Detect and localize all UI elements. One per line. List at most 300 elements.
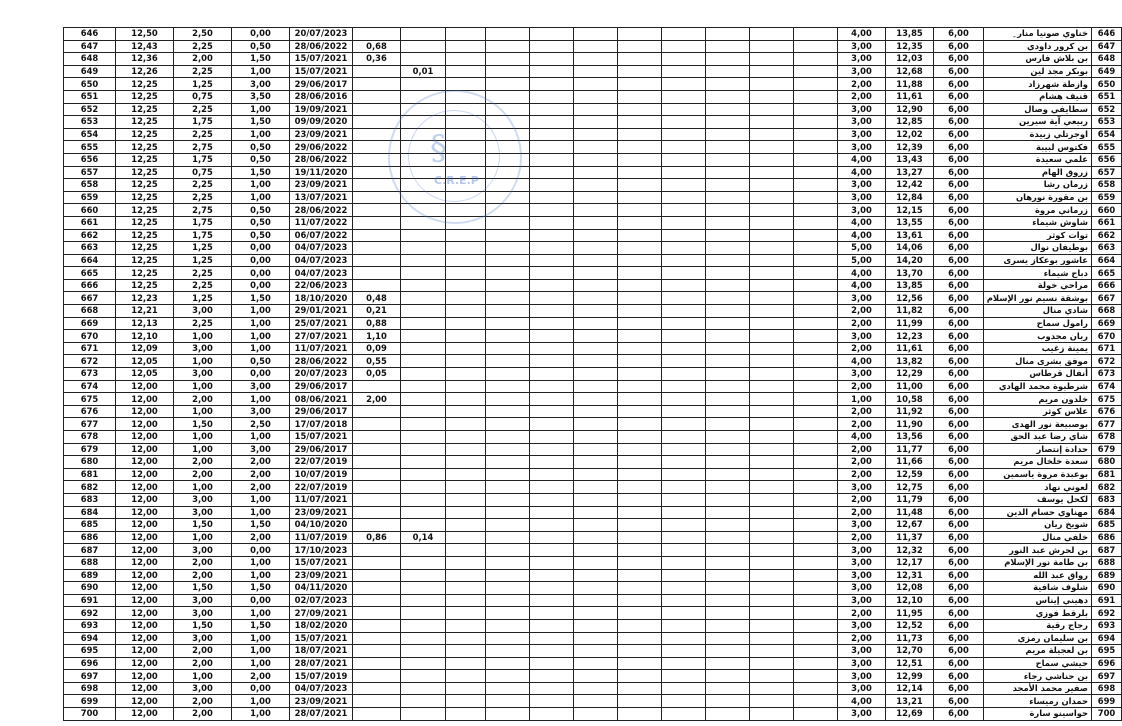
cell-name: شويخ ريان bbox=[984, 519, 1092, 532]
cell-b: 3,00 bbox=[174, 544, 232, 557]
cell-n: 648 bbox=[64, 53, 116, 66]
cell-e: 2,00 bbox=[353, 393, 401, 406]
cell-f bbox=[401, 393, 446, 406]
cell-empty bbox=[574, 166, 618, 179]
cell-n: 685 bbox=[64, 519, 116, 532]
cell-empty bbox=[750, 242, 794, 255]
cell-empty bbox=[706, 695, 750, 708]
cell-empty bbox=[618, 179, 662, 192]
cell-e: 0,86 bbox=[353, 531, 401, 544]
cell-empty bbox=[530, 569, 574, 582]
cell-f bbox=[401, 619, 446, 632]
cell-empty bbox=[574, 40, 618, 53]
cell-d: 28/07/2021 bbox=[290, 708, 353, 721]
cell-n: 674 bbox=[64, 380, 116, 393]
cell-d: 09/09/2020 bbox=[290, 116, 353, 129]
cell-h: 12,14 bbox=[886, 682, 934, 695]
cell-a: 12,00 bbox=[116, 670, 174, 683]
cell-empty bbox=[530, 279, 574, 292]
cell-empty bbox=[662, 229, 706, 242]
cell-empty bbox=[618, 65, 662, 78]
cell-empty bbox=[750, 166, 794, 179]
cell-name: علمي سعيدة bbox=[984, 153, 1092, 166]
cell-h: 12,69 bbox=[886, 708, 934, 721]
cell-name: حمدان رميساء bbox=[984, 695, 1092, 708]
cell-empty bbox=[446, 418, 486, 431]
cell-empty bbox=[618, 229, 662, 242]
cell-empty bbox=[662, 556, 706, 569]
cell-e bbox=[353, 204, 401, 217]
cell-c: 1,00 bbox=[232, 632, 290, 645]
cell-empty bbox=[662, 279, 706, 292]
cell-b: 1,25 bbox=[174, 242, 232, 255]
cell-b: 2,00 bbox=[174, 468, 232, 481]
cell-empty bbox=[618, 267, 662, 280]
cell-empty bbox=[574, 90, 618, 103]
cell-empty bbox=[618, 468, 662, 481]
cell-empty bbox=[750, 254, 794, 267]
cell-empty bbox=[530, 78, 574, 91]
cell-empty bbox=[486, 393, 530, 406]
cell-h: 12,35 bbox=[886, 40, 934, 53]
cell-empty bbox=[446, 40, 486, 53]
cell-empty bbox=[530, 342, 574, 355]
cell-empty bbox=[706, 153, 750, 166]
cell-empty bbox=[530, 153, 574, 166]
cell-d: 19/09/2021 bbox=[290, 103, 353, 116]
cell-a: 12,00 bbox=[116, 431, 174, 444]
cell-g: 2,00 bbox=[838, 418, 886, 431]
cell-empty bbox=[662, 128, 706, 141]
cell-empty bbox=[446, 493, 486, 506]
cell-empty bbox=[706, 619, 750, 632]
cell-empty bbox=[662, 418, 706, 431]
cell-h: 13,61 bbox=[886, 229, 934, 242]
cell-empty bbox=[662, 468, 706, 481]
cell-f bbox=[401, 229, 446, 242]
cell-name: رجاج رقية bbox=[984, 619, 1092, 632]
cell-empty bbox=[662, 191, 706, 204]
cell-empty bbox=[618, 116, 662, 129]
cell-c: 1,00 bbox=[232, 317, 290, 330]
cell-e bbox=[353, 493, 401, 506]
cell-d: 19/11/2020 bbox=[290, 166, 353, 179]
cell-empty bbox=[750, 682, 794, 695]
cell-empty bbox=[618, 380, 662, 393]
cell-empty bbox=[618, 166, 662, 179]
cell-empty bbox=[794, 682, 838, 695]
cell-f bbox=[401, 431, 446, 444]
cell-empty bbox=[794, 569, 838, 582]
cell-h: 11,61 bbox=[886, 90, 934, 103]
cell-empty bbox=[794, 493, 838, 506]
cell-empty bbox=[706, 90, 750, 103]
cell-empty bbox=[662, 242, 706, 255]
table-row bbox=[64, 594, 1122, 607]
cell-empty bbox=[574, 216, 618, 229]
cell-c: 2,50 bbox=[232, 418, 290, 431]
cell-empty bbox=[662, 292, 706, 305]
cell-c: 0,00 bbox=[232, 594, 290, 607]
cell-h: 11,37 bbox=[886, 531, 934, 544]
cell-n: 663 bbox=[64, 242, 116, 255]
cell-h: 11,66 bbox=[886, 456, 934, 469]
cell-d: 29/06/2017 bbox=[290, 78, 353, 91]
cell-empty bbox=[618, 191, 662, 204]
cell-g: 3,00 bbox=[838, 179, 886, 192]
cell-n2: 675 bbox=[1092, 393, 1122, 406]
cell-empty bbox=[618, 355, 662, 368]
cell-f bbox=[401, 28, 446, 41]
cell-h: 11,90 bbox=[886, 418, 934, 431]
cell-e bbox=[353, 468, 401, 481]
cell-n: 654 bbox=[64, 128, 116, 141]
cell-e bbox=[353, 556, 401, 569]
cell-f bbox=[401, 657, 446, 670]
cell-c: 1,00 bbox=[232, 708, 290, 721]
cell-n: 675 bbox=[64, 393, 116, 406]
cell-n2: 691 bbox=[1092, 594, 1122, 607]
cell-n2: 654 bbox=[1092, 128, 1122, 141]
cell-empty bbox=[530, 607, 574, 620]
cell-empty bbox=[662, 53, 706, 66]
cell-b: 3,00 bbox=[174, 607, 232, 620]
cell-empty bbox=[446, 28, 486, 41]
cell-empty bbox=[618, 204, 662, 217]
cell-empty bbox=[446, 531, 486, 544]
cell-a: 12,00 bbox=[116, 519, 174, 532]
cell-e bbox=[353, 569, 401, 582]
cell-n: 668 bbox=[64, 305, 116, 318]
cell-name: قنيف هشام bbox=[984, 90, 1092, 103]
cell-n2: 677 bbox=[1092, 418, 1122, 431]
cell-name: لكحل يوسف bbox=[984, 493, 1092, 506]
table-row bbox=[64, 330, 1122, 343]
cell-empty bbox=[794, 242, 838, 255]
cell-h: 12,84 bbox=[886, 191, 934, 204]
cell-n2: 698 bbox=[1092, 682, 1122, 695]
cell-a: 12,00 bbox=[116, 405, 174, 418]
cell-name: زرماني مروة bbox=[984, 204, 1092, 217]
cell-e bbox=[353, 695, 401, 708]
cell-empty bbox=[486, 368, 530, 381]
cell-g: 3,00 bbox=[838, 141, 886, 154]
cell-n2: 655 bbox=[1092, 141, 1122, 154]
cell-n: 652 bbox=[64, 103, 116, 116]
cell-h: 12,56 bbox=[886, 292, 934, 305]
cell-c: 1,50 bbox=[232, 292, 290, 305]
cell-c: 0,00 bbox=[232, 544, 290, 557]
cell-empty bbox=[706, 443, 750, 456]
cell-empty bbox=[574, 28, 618, 41]
cell-g: 2,00 bbox=[838, 632, 886, 645]
cell-c: 1,00 bbox=[232, 506, 290, 519]
cell-empty bbox=[574, 594, 618, 607]
cell-empty bbox=[446, 645, 486, 658]
cell-n: 678 bbox=[64, 431, 116, 444]
stamp-inner-ring bbox=[408, 110, 500, 202]
cell-d: 15/07/2021 bbox=[290, 632, 353, 645]
cell-empty bbox=[574, 607, 618, 620]
stamp-text: C.R.E.P bbox=[434, 174, 479, 187]
cell-empty bbox=[706, 481, 750, 494]
cell-empty bbox=[530, 179, 574, 192]
cell-b: 3,00 bbox=[174, 632, 232, 645]
cell-name: بوبكر مجد لين bbox=[984, 65, 1092, 78]
cell-empty bbox=[794, 40, 838, 53]
cell-b: 2,25 bbox=[174, 317, 232, 330]
cell-empty bbox=[618, 619, 662, 632]
cell-h: 13,85 bbox=[886, 28, 934, 41]
cell-h: 11,88 bbox=[886, 78, 934, 91]
cell-h: 12,59 bbox=[886, 468, 934, 481]
cell-empty bbox=[486, 519, 530, 532]
cell-c: 0,50 bbox=[232, 153, 290, 166]
table-row bbox=[64, 418, 1122, 431]
table-row bbox=[64, 531, 1122, 544]
cell-empty bbox=[794, 619, 838, 632]
cell-empty bbox=[486, 342, 530, 355]
cell-e bbox=[353, 242, 401, 255]
cell-h: 12,51 bbox=[886, 657, 934, 670]
cell-empty bbox=[618, 405, 662, 418]
cell-empty bbox=[446, 443, 486, 456]
cell-empty bbox=[794, 65, 838, 78]
cell-d: 22/06/2023 bbox=[290, 279, 353, 292]
cell-g: 4,00 bbox=[838, 431, 886, 444]
cell-empty bbox=[486, 481, 530, 494]
cell-empty bbox=[750, 481, 794, 494]
cell-a: 12,00 bbox=[116, 393, 174, 406]
cell-empty bbox=[574, 456, 618, 469]
cell-empty bbox=[446, 380, 486, 393]
cell-empty bbox=[750, 431, 794, 444]
cell-empty bbox=[530, 670, 574, 683]
cell-empty bbox=[662, 456, 706, 469]
cell-b: 1,00 bbox=[174, 380, 232, 393]
cell-empty bbox=[706, 708, 750, 721]
cell-a: 12,25 bbox=[116, 242, 174, 255]
cell-empty bbox=[706, 594, 750, 607]
cell-empty bbox=[486, 267, 530, 280]
cell-e bbox=[353, 279, 401, 292]
cell-i: 6,00 bbox=[934, 305, 984, 318]
cell-empty bbox=[706, 519, 750, 532]
cell-empty bbox=[530, 556, 574, 569]
cell-b: 2,00 bbox=[174, 393, 232, 406]
cell-h: 13,43 bbox=[886, 153, 934, 166]
cell-a: 12,00 bbox=[116, 594, 174, 607]
cell-h: 11,61 bbox=[886, 342, 934, 355]
cell-empty bbox=[530, 330, 574, 343]
cell-f bbox=[401, 267, 446, 280]
cell-empty bbox=[446, 229, 486, 242]
cell-empty bbox=[618, 141, 662, 154]
cell-b: 2,25 bbox=[174, 103, 232, 116]
cell-empty bbox=[750, 204, 794, 217]
cell-a: 12,25 bbox=[116, 166, 174, 179]
cell-a: 12,25 bbox=[116, 128, 174, 141]
cell-empty bbox=[486, 569, 530, 582]
table-row bbox=[64, 153, 1122, 166]
cell-i: 6,00 bbox=[934, 393, 984, 406]
cell-d: 22/07/2019 bbox=[290, 481, 353, 494]
table-row bbox=[64, 65, 1122, 78]
cell-b: 2,75 bbox=[174, 204, 232, 217]
cell-empty bbox=[446, 267, 486, 280]
cell-name: دهيني إيناس bbox=[984, 594, 1092, 607]
cell-c: 1,00 bbox=[232, 645, 290, 658]
cell-b: 2,25 bbox=[174, 267, 232, 280]
cell-name: بوعبدة مروة ياسمين bbox=[984, 468, 1092, 481]
cell-a: 12,36 bbox=[116, 53, 174, 66]
cell-a: 12,00 bbox=[116, 657, 174, 670]
cell-c: 0,00 bbox=[232, 254, 290, 267]
cell-n: 687 bbox=[64, 544, 116, 557]
cell-d: 23/09/2021 bbox=[290, 569, 353, 582]
table-row bbox=[64, 682, 1122, 695]
cell-n2: 652 bbox=[1092, 103, 1122, 116]
cell-a: 12,50 bbox=[116, 28, 174, 41]
cell-empty bbox=[750, 292, 794, 305]
cell-n: 669 bbox=[64, 317, 116, 330]
cell-b: 1,75 bbox=[174, 153, 232, 166]
cell-name: شادي منال bbox=[984, 305, 1092, 318]
cell-g: 2,00 bbox=[838, 506, 886, 519]
stamp-emblem: § bbox=[430, 128, 447, 168]
cell-empty bbox=[530, 682, 574, 695]
cell-a: 12,25 bbox=[116, 78, 174, 91]
cell-empty bbox=[662, 582, 706, 595]
cell-empty bbox=[750, 342, 794, 355]
cell-empty bbox=[706, 254, 750, 267]
cell-empty bbox=[794, 128, 838, 141]
cell-empty bbox=[486, 305, 530, 318]
cell-name: مهناوي حسام الدين bbox=[984, 506, 1092, 519]
cell-f bbox=[401, 305, 446, 318]
table-row bbox=[64, 78, 1122, 91]
cell-empty bbox=[662, 179, 706, 192]
cell-empty bbox=[530, 519, 574, 532]
cell-empty bbox=[706, 506, 750, 519]
table-row bbox=[64, 128, 1122, 141]
cell-empty bbox=[486, 456, 530, 469]
cell-i: 6,00 bbox=[934, 204, 984, 217]
cell-empty bbox=[530, 254, 574, 267]
cell-empty bbox=[530, 443, 574, 456]
cell-f bbox=[401, 695, 446, 708]
cell-empty bbox=[618, 103, 662, 116]
cell-empty bbox=[574, 103, 618, 116]
cell-empty bbox=[446, 368, 486, 381]
cell-empty bbox=[618, 153, 662, 166]
cell-a: 12,00 bbox=[116, 544, 174, 557]
cell-n: 682 bbox=[64, 481, 116, 494]
cell-n2: 689 bbox=[1092, 569, 1122, 582]
cell-empty bbox=[662, 431, 706, 444]
cell-empty bbox=[618, 330, 662, 343]
cell-b: 1,50 bbox=[174, 582, 232, 595]
table-row bbox=[64, 695, 1122, 708]
cell-b: 1,00 bbox=[174, 431, 232, 444]
cell-empty bbox=[574, 632, 618, 645]
cell-empty bbox=[486, 670, 530, 683]
cell-e bbox=[353, 506, 401, 519]
cell-c: 2,00 bbox=[232, 481, 290, 494]
cell-name: وازطة شهرزاد bbox=[984, 78, 1092, 91]
cell-c: 0,00 bbox=[232, 267, 290, 280]
cell-c: 1,00 bbox=[232, 657, 290, 670]
cell-empty bbox=[530, 355, 574, 368]
cell-e bbox=[353, 519, 401, 532]
cell-empty bbox=[750, 279, 794, 292]
cell-empty bbox=[618, 695, 662, 708]
cell-empty bbox=[794, 632, 838, 645]
cell-empty bbox=[618, 216, 662, 229]
cell-empty bbox=[530, 28, 574, 41]
cell-empty bbox=[662, 380, 706, 393]
cell-c: 1,50 bbox=[232, 619, 290, 632]
cell-g: 2,00 bbox=[838, 317, 886, 330]
cell-c: 1,00 bbox=[232, 556, 290, 569]
cell-empty bbox=[574, 657, 618, 670]
cell-empty bbox=[530, 493, 574, 506]
cell-empty bbox=[530, 544, 574, 557]
cell-empty bbox=[486, 78, 530, 91]
table-row bbox=[64, 519, 1122, 532]
cell-n2: 649 bbox=[1092, 65, 1122, 78]
cell-empty bbox=[662, 65, 706, 78]
cell-empty bbox=[574, 267, 618, 280]
cell-empty bbox=[706, 607, 750, 620]
cell-e bbox=[353, 254, 401, 267]
cell-n2: 651 bbox=[1092, 90, 1122, 103]
cell-empty bbox=[486, 506, 530, 519]
cell-n: 656 bbox=[64, 153, 116, 166]
cell-g: 4,00 bbox=[838, 166, 886, 179]
cell-n2: 662 bbox=[1092, 229, 1122, 242]
cell-b: 1,00 bbox=[174, 670, 232, 683]
cell-empty bbox=[446, 544, 486, 557]
cell-empty bbox=[574, 128, 618, 141]
cell-empty bbox=[618, 292, 662, 305]
cell-empty bbox=[486, 695, 530, 708]
cell-e bbox=[353, 619, 401, 632]
cell-empty bbox=[794, 456, 838, 469]
cell-empty bbox=[446, 682, 486, 695]
cell-empty bbox=[662, 153, 706, 166]
cell-h: 13,82 bbox=[886, 355, 934, 368]
cell-empty bbox=[530, 204, 574, 217]
cell-name: بن لحرش عبد النور bbox=[984, 544, 1092, 557]
cell-g: 2,00 bbox=[838, 405, 886, 418]
cell-name: شاوش شيماء bbox=[984, 216, 1092, 229]
table-row bbox=[64, 141, 1122, 154]
cell-i: 6,00 bbox=[934, 90, 984, 103]
cell-empty bbox=[530, 380, 574, 393]
table-row bbox=[64, 342, 1122, 355]
cell-empty bbox=[706, 179, 750, 192]
cell-empty bbox=[662, 619, 706, 632]
cell-empty bbox=[486, 65, 530, 78]
cell-n: 664 bbox=[64, 254, 116, 267]
cell-empty bbox=[706, 305, 750, 318]
cell-g: 3,00 bbox=[838, 708, 886, 721]
cell-empty bbox=[486, 708, 530, 721]
cell-g: 3,00 bbox=[838, 330, 886, 343]
table-row bbox=[64, 468, 1122, 481]
cell-h: 12,68 bbox=[886, 65, 934, 78]
